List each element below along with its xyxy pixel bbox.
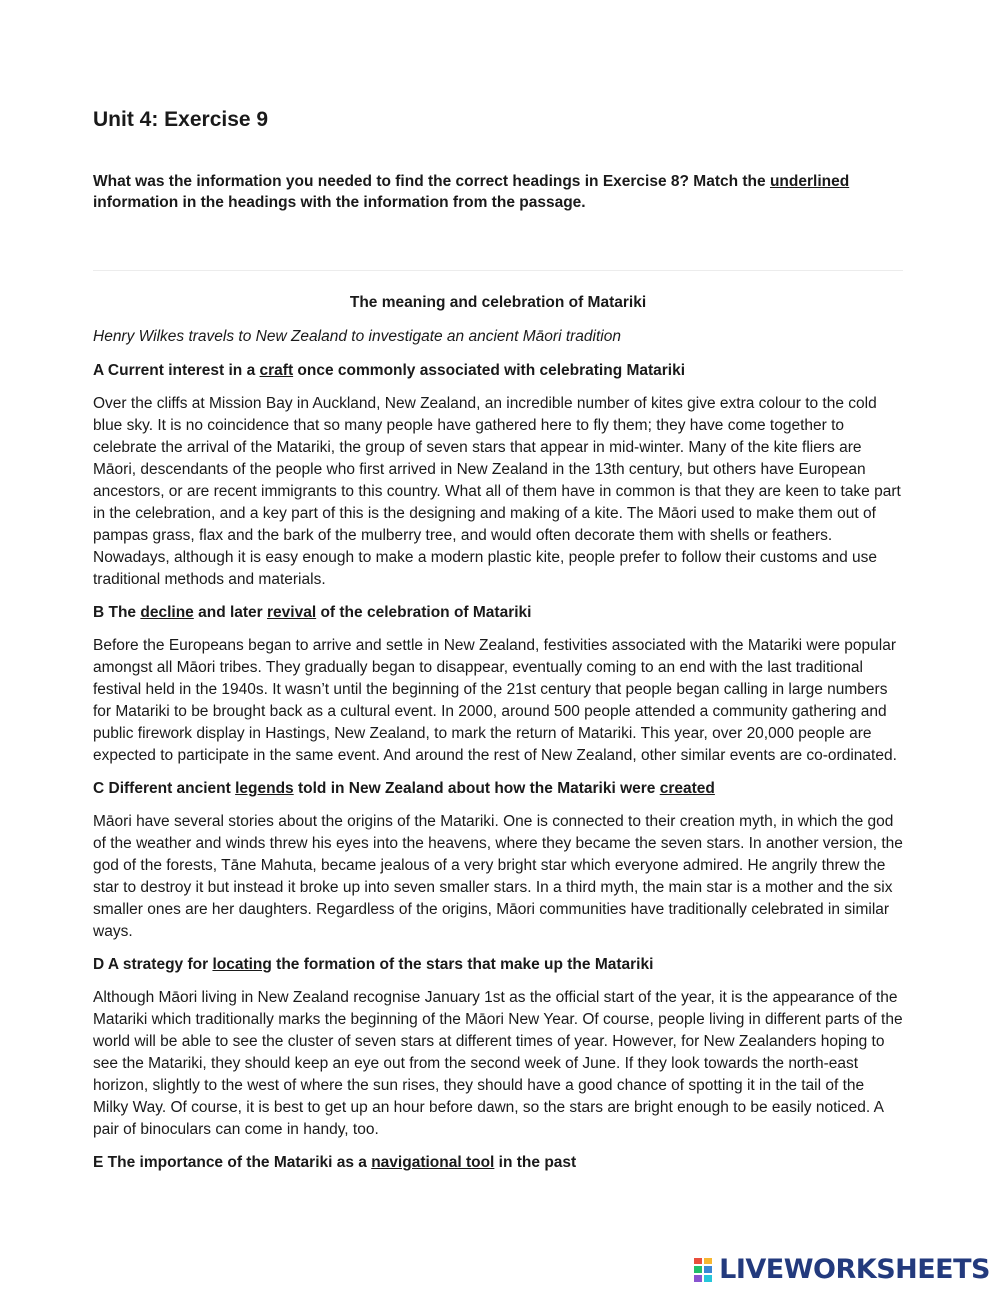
underlined-keyword: created — [659, 780, 715, 797]
passage-subtitle: Henry Wilkes travels to New Zealand to investigate an ancient Māori tradition — [93, 328, 621, 345]
section-heading-e: E The importance of the Matariki as a navigational tool in the past — [93, 1154, 577, 1171]
page-title: Unit 4: Exercise 9 — [93, 108, 269, 131]
liveworksheets-logo-icon — [693, 1257, 715, 1283]
underlined-keyword: decline — [140, 604, 194, 621]
brand-name: LIVEWORKSHEETS — [719, 1254, 990, 1285]
section-body-c: Māori have several stories about the origins of the Matariki. One is connected to their creation myth, in which the god of the weather and winds threw his eyes into the heavens, where they became the seven stars. In another version, the god of the forests, Tāne Mahuta, became jealous of a very bright star which everyone admired. He angrily threw the star to destroy it but instead it broke up into seven smaller stars. In a third myth, the main star is a mother and the six smaller ones are her daughters. Regardless of the origins, Māori communities have traditionally celebrated in similar ways. — [93, 813, 903, 940]
section-heading-c: C Different ancient legends told in New Zealand about how the Matariki were created — [93, 780, 715, 797]
reading-passage — [93, 292, 903, 1185]
underlined-keyword: legends — [235, 780, 294, 797]
section-heading-a: A Current interest in a craft once commonly associated with celebrating Matariki — [93, 362, 686, 379]
section-heading-d: D A strategy for locating the formation of the stars that make up the Matariki — [93, 956, 654, 973]
exercise-instructions — [93, 171, 903, 213]
underlined-keyword: revival — [267, 604, 317, 621]
underlined-keyword: craft — [259, 362, 294, 379]
instructions-text-2: information in the headings with the information from the passage. — [93, 194, 586, 211]
section-heading-b: B The decline and later revival of the celebration of Matariki — [93, 604, 532, 621]
instructions-text-1: What was the information you needed to find the correct headings in Exercise 8? Match the — [93, 173, 770, 190]
underlined-keyword: navigational tool — [371, 1154, 495, 1171]
section-body-b: Before the Europeans began to arrive and settle in New Zealand, festivities associated with the Matariki were popular amongst all Māori tribes. They gradually began to disappear, eventually coming to an end with the last traditional festival held in the 1940s. It wasn’t until the beginning of the 21st century that people began calling in large numbers for Matariki to be brought back as a cultural event. In 2000, around 500 people attended a community gathering and public firework display in Hastings, New Zealand, to mark the return of Matariki. This year, over 20,000 people are expected to participate in the same event. And around the rest of New Zealand, other similar events are co-ordinated. — [93, 637, 897, 764]
section-body-d: Although Māori living in New Zealand recognise January 1st as the official start of the year, it is the appearance of the Matariki which traditionally marks the beginning of the Māori New Year. Of course, people living in different parts of the world will be able to see the cluster of seven stars at different times of year. However, for New Zealanders hoping to see the Matariki, they should keep an eye out from the second week of June. If they look towards the north-east horizon, slightly to the west of where the sun rises, they should have a good chance of spotting it in the tail of the Milky Way. Of course, it is best to get up an hour before dawn, so the stars are bright enough to be easily noticed. A pair of binoculars can come in handy, too. — [93, 989, 903, 1138]
underlined-keyword: locating — [212, 956, 272, 973]
liveworksheets-branding[interactable] — [693, 1254, 990, 1285]
passage-title: The meaning and celebration of Matariki — [349, 294, 647, 311]
section-body-a: Over the cliffs at Mission Bay in Auckland, New Zealand, an incredible number of kites give extra colour to the cold blue sky. It is no coincidence that so many people have gathered here to fly them; they have come together to celebrate the arrival of the Matariki, the group of seven stars that appear in mid-winter. Many of the kite fliers are Māori, descendants of the people who first arrived in New Zealand in the 13th century, but others have European ancestors, or are recent immigrants to this country. What all of them have in common is that they are keen to take part in the celebration, and a key part of this is the designing and making of a kite. The Māori used to make them out of pampas grass, flax and the bark of the mulberry tree, and would often decorate them with shells or feathers. Nowadays, although it is easy enough to make a modern plastic kite, people prefer to follow their customs and use traditional methods and materials. — [93, 395, 901, 588]
section-divider — [93, 270, 903, 271]
instructions-underlined-word: underlined — [769, 173, 850, 190]
